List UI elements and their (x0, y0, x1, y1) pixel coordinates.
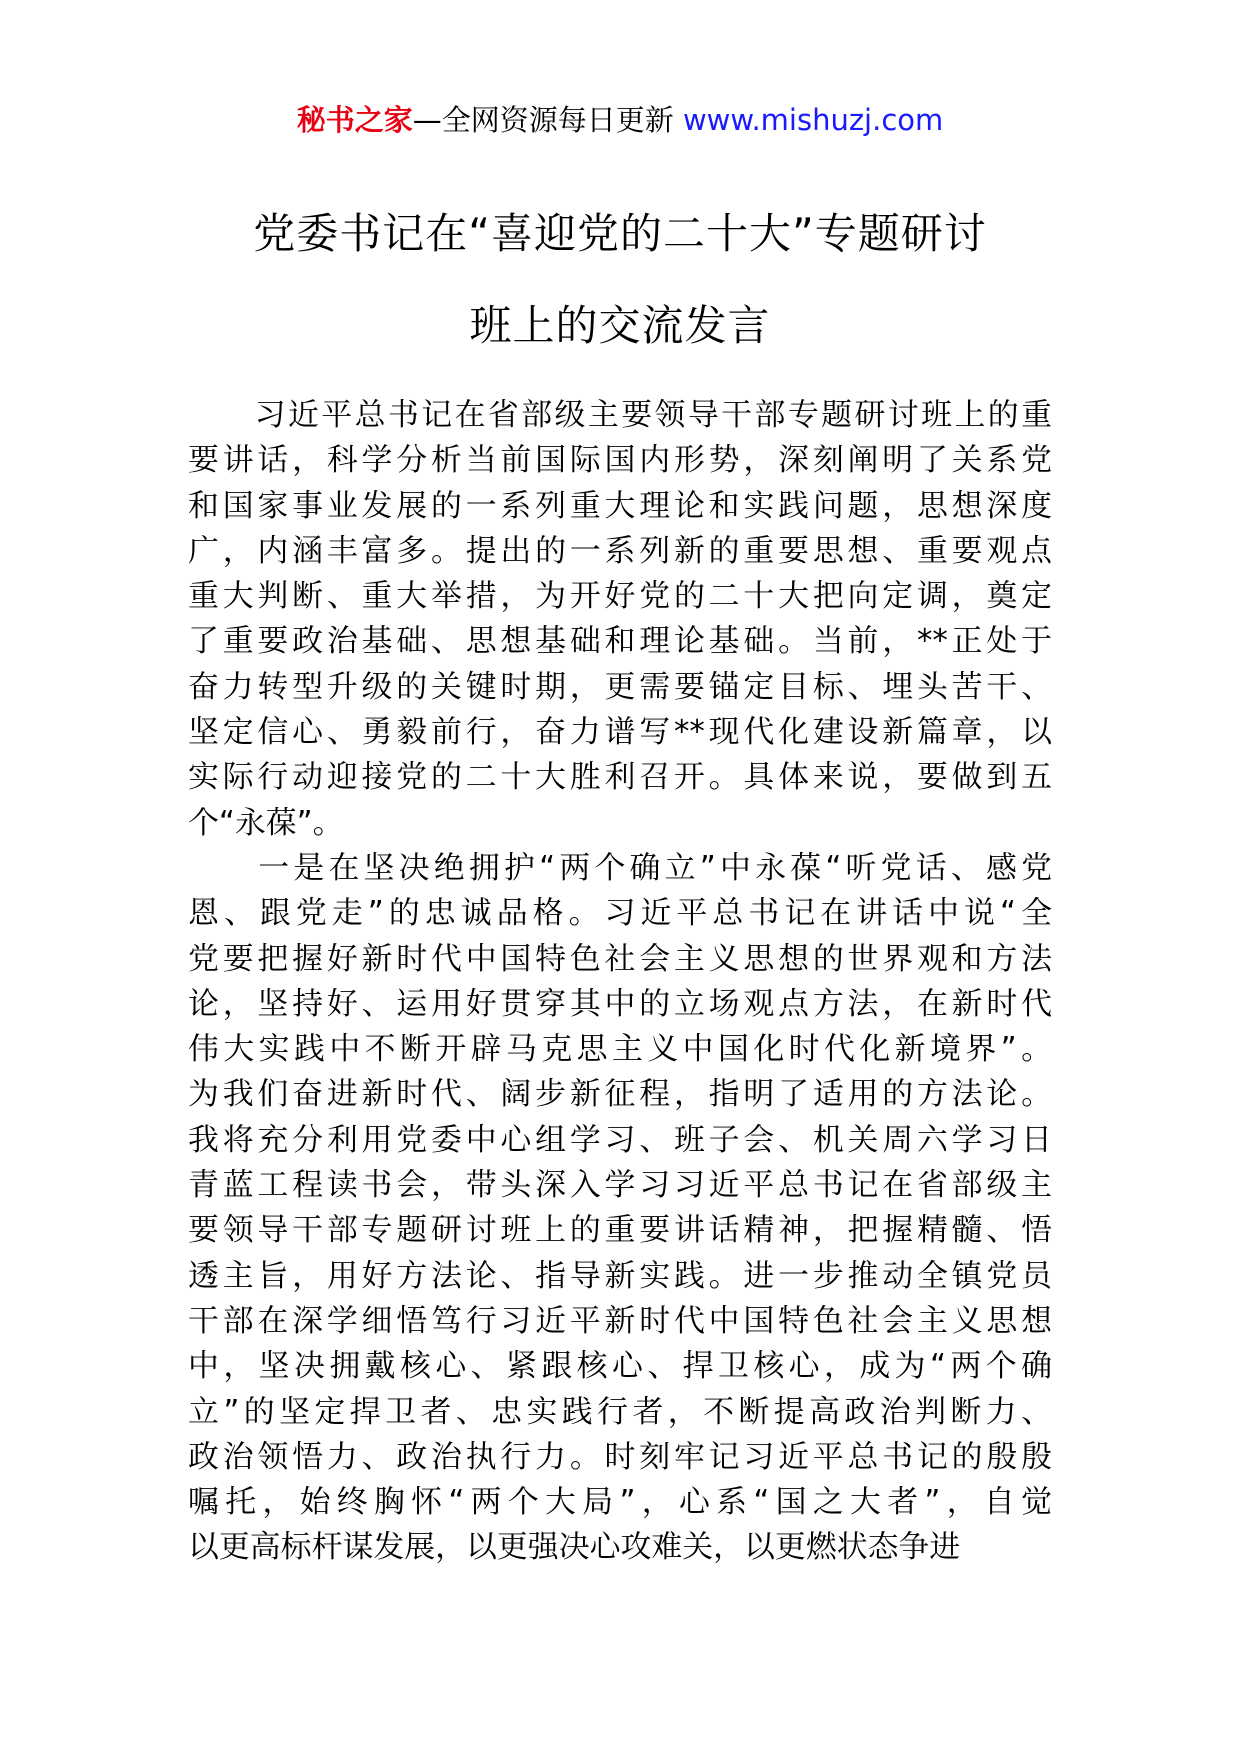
paragraph-line: 伟大实践中不断开辟马克思主义中国化时代化新境界”。 (188, 1031, 1052, 1068)
paragraph-line: 中，坚决拥戴核心、紧跟核心、捍卫核心，成为“两个确 (188, 1348, 1052, 1385)
paragraph (188, 393, 1052, 846)
paragraph-line: 个“永葆”。 (188, 804, 344, 841)
paragraph-line: 了重要政治基础、思想基础和理论基础。当前，**正处于 (188, 623, 1052, 660)
document-body (188, 393, 1052, 1571)
title-line-1: 党委书记在“喜迎党的二十大”专题研讨 (253, 209, 987, 258)
paragraph-line: 立”的坚定捍卫者、忠实践行者，不断提高政治判断力、 (188, 1393, 1052, 1430)
site-header (0, 100, 1240, 140)
paragraph-line: 和国家事业发展的一系列重大理论和实践问题，思想深度 (188, 487, 1052, 524)
paragraph-line: 要讲话，科学分析当前国际国内形势，深刻阐明了关系党 (188, 442, 1052, 479)
brand-name: 秘书之家 (296, 103, 413, 137)
paragraph-line: 奋力转型升级的关键时期，更需要锚定目标、埋头苦干、 (188, 668, 1052, 705)
paragraph-line: 论，坚持好、运用好贯穿其中的立场观点方法，在新时代 (188, 985, 1052, 1022)
paragraph-line: 干部在深学细悟笃行习近平新时代中国特色社会主义思想 (188, 1302, 1052, 1339)
paragraph-line: 广，内涵丰富多。提出的一系列新的重要思想、重要观点 (188, 532, 1052, 569)
paragraph-line: 党要把握好新时代中国特色社会主义思想的世界观和方法 (188, 940, 1052, 977)
paragraph-line: 政治领悟力、政治执行力。时刻牢记习近平总书记的殷殷 (188, 1438, 1052, 1475)
paragraph-line: 透主旨，用好方法论、指导新实践。进一步推动全镇党员 (188, 1257, 1052, 1294)
title-line-2: 班上的交流发言 (469, 301, 771, 350)
paragraph-line: 嘱托，始终胸怀“两个大局”，心系“国之大者”，自觉 (188, 1484, 1052, 1521)
paragraph-line: 习近平总书记在省部级主要领导干部专题研讨班上的重 (188, 397, 1052, 433)
paragraph-line: 我将充分利用党委中心组学习、班子会、机关周六学习日 (188, 1121, 1052, 1158)
paragraph-line: 重大判断、重大举措，为开好党的二十大把向定调，奠定 (188, 578, 1052, 615)
paragraph-line: 恩、跟党走”的忠诚品格。习近平总书记在讲话中说“全 (188, 895, 1052, 932)
paragraph-line: 青蓝工程读书会，带头深入学习习近平总书记在省部级主 (188, 1167, 1052, 1204)
header-slogan: —全网资源每日更新 (412, 103, 683, 137)
paragraph-line: 一是在坚决绝拥护“两个确立”中永葆“听党话、感党 (188, 849, 1052, 886)
paragraph-line: 坚定信心、勇毅前行，奋力谱写**现代化建设新篇章，以 (188, 714, 1052, 751)
paragraph-line: 实际行动迎接党的二十大胜利召开。具体来说，要做到五 (188, 759, 1052, 796)
paragraph (188, 846, 1052, 1571)
paragraph-line: 要领导干部专题研讨班上的重要讲话精神，把握精髓、悟 (188, 1212, 1052, 1249)
paragraph-line: 以更高标杆谋发展，以更强决心攻难关，以更燃状态争进 (188, 1529, 961, 1566)
paragraph-line: 为我们奋进新时代、阔步新征程，指明了适用的方法论。 (188, 1076, 1052, 1113)
document-title (0, 188, 1240, 372)
site-url-link[interactable]: www.mishuzj.com (682, 103, 944, 137)
